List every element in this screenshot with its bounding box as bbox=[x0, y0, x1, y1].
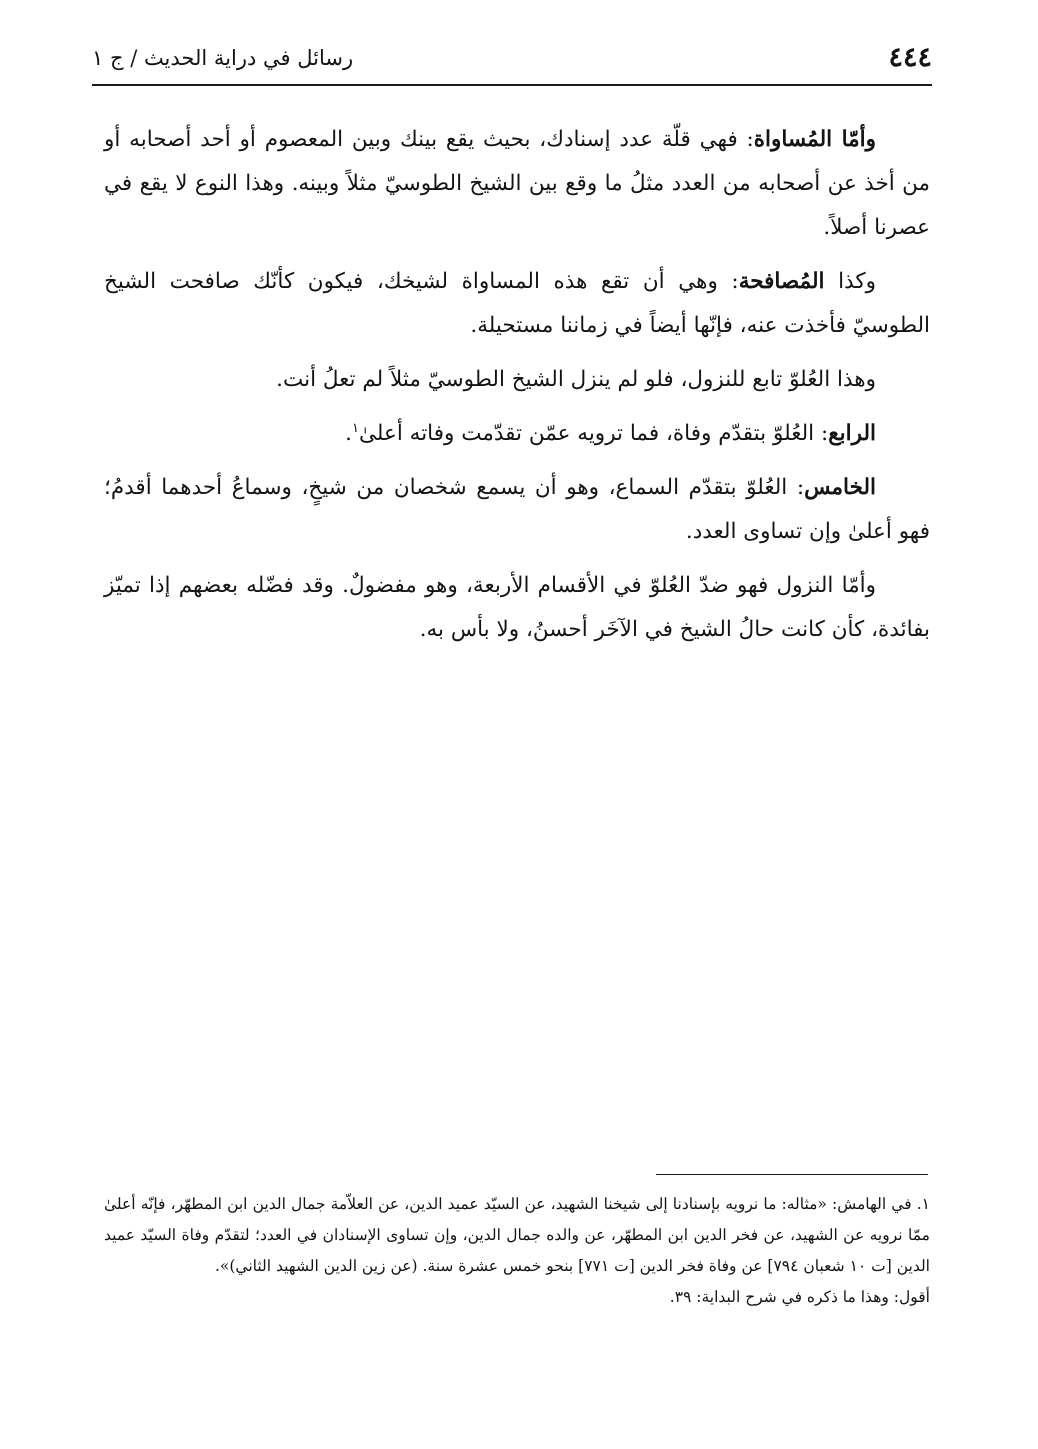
footnote-reference[interactable]: ١ bbox=[352, 420, 359, 436]
paragraph-descent bbox=[104, 564, 930, 652]
paragraph-text: وهذا العُلوّ تابع للنزول، فلو لم ينزل الشيخ الطوسيّ مثلاً لم تعلُ أنت. bbox=[276, 367, 876, 392]
term-equality: وأمّا المُساواة bbox=[753, 127, 876, 152]
paragraph-end: . bbox=[345, 421, 353, 446]
paragraph-text: : العُلوّ بتقدّم السماع، وهو أن يسمع شخصان من شيخٍ، وسماعُ أحدهما أقدمُ؛ فهو أعلىٰ وإن تساوى العدد. bbox=[104, 475, 930, 544]
footnote-divider bbox=[656, 1174, 928, 1175]
paragraph-text: : العُلوّ بتقدّم وفاة، فما ترويه عمّن تقدّمت وفاته أعلىٰ bbox=[359, 421, 829, 446]
paragraph-equality bbox=[104, 118, 930, 250]
running-title: رسائل في دراية الحديث / ج ١ bbox=[92, 46, 354, 70]
footnote-comment: أقول: وهذا ما ذكره في شرح البداية: ٣٩. bbox=[669, 1288, 930, 1306]
page-number: ٤٤٤ bbox=[888, 42, 932, 73]
main-text bbox=[104, 118, 930, 662]
term-handshake: المُصافحة bbox=[738, 269, 825, 294]
term-fourth: الرابع bbox=[828, 421, 876, 446]
footnote-1: ١. في الهامش: «مثاله: ما نرويه بإسنادنا إلى شيخنا الشهيد، عن السيّد عميد الدين، عن العلاّمة جمال الدين ابن المطهّر، فإنّه أعلىٰ ممّا نرويه عن الشهيد، عن فخر الدين ابن المطهّر، عن والده جمال الدين، وإن تساوى الإسنادان في العدد؛ لتقدّم وفاة السيّد عميد الدين [ت ١٠ شعبان ٧٩٤] عن وفاة فخر الدين [ت ٧٧١] بنحو خمس عشرة سنة. (عن زين الدين الشهيد الثاني)». bbox=[104, 1195, 930, 1275]
paragraph-lead: وكذا bbox=[824, 269, 876, 294]
paragraph-text: وأمّا النزول فهو ضدّ العُلوّ في الأقسام الأربعة، وهو مفضولٌ. وقد فضّله بعضهم إذا تميّز بفائدة، كأن كانت حالُ الشيخ في الآخَر أحسنُ، ولا بأس به. bbox=[104, 573, 930, 642]
paragraph-handshake bbox=[104, 260, 930, 348]
footnotes bbox=[104, 1189, 930, 1313]
paragraph-dependent-elevation bbox=[104, 358, 930, 402]
paragraph-fifth bbox=[104, 466, 930, 554]
term-fifth: الخامس bbox=[804, 475, 876, 500]
paragraph-text: : وهي أن تقع هذه المساواة لشيخك، فيكون كأنّك صافحت الشيخ الطوسيّ فأخذت عنه، فإنّها أيضاً في زماننا مستحيلة. bbox=[104, 269, 930, 338]
paragraph-fourth bbox=[104, 412, 930, 456]
paragraph-text: : فهي قلّة عدد إسنادك، بحيث يقع بينك وبين المعصوم أو أحد أصحابه أو من أخذ عن أصحابه من العدد مثلُ ما وقع بين الشيخ الطوسيّ مثلاً وبينه. وهذا النوع لا يقع في عصرنا أصلاً. bbox=[104, 127, 930, 240]
page-header bbox=[92, 38, 932, 86]
